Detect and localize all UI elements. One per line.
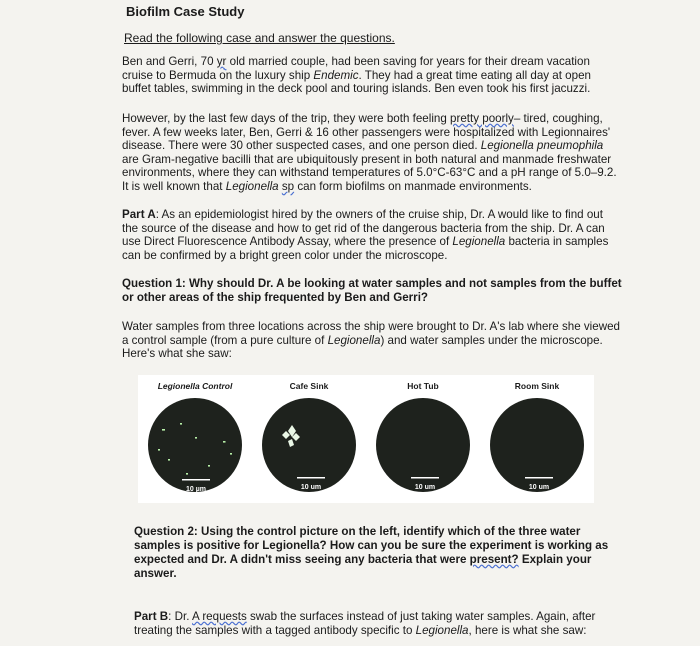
scale-bar [411, 477, 439, 479]
room-sink-dish-image [480, 393, 594, 503]
panel-cafe-sink [252, 375, 366, 503]
spell-flag-a-requests: A requests [192, 610, 247, 623]
scale-bar [297, 477, 325, 479]
dish [148, 398, 242, 492]
panel-label: Hot Tub [407, 381, 439, 391]
instructions: Read the following case and answer the questions. [124, 31, 395, 45]
page-title: Biofilm Case Study [126, 4, 245, 19]
ship-name: Endemic [313, 68, 359, 82]
spell-flag-sp: sp [281, 179, 295, 193]
question-1: Question 1: Why should Dr. A be looking at water samples and not samples from the buffet or other areas of the ship frequented by Ben and Gerri? [122, 277, 622, 304]
case-paragraph-1: Ben and Gerri, 70 yr old married couple, had been saving for years for their dream vacation cruise to Bermuda on the luxury ship Endemic. They had a great time eating all day at open buffet tables, swimming in the deck pool and touring islands. Ben even took his first jacuzzi. [122, 55, 591, 96]
scale-label: 10 um [414, 484, 436, 491]
spell-flag-present: present? [469, 553, 519, 566]
bacterium [186, 473, 188, 475]
spell-flag-yr: yr [216, 55, 227, 68]
panel-legionella-control [138, 375, 252, 503]
bacterium [208, 465, 210, 467]
scale-label: 10 um [528, 484, 550, 491]
part-b-label: Part B [134, 610, 169, 623]
panel-label: Legionella Control [157, 381, 233, 391]
panel-label: Room Sink [514, 381, 560, 391]
question-2: Question 2: Using the control picture on the left, identify which of the three water samples is positive for Legionella? How can you be sure the experiment is working as expected and Dr. A didn't miss seeing any bacteria that were present? Explain your answer. [134, 525, 609, 580]
species-name: Legionella pneumophila [480, 139, 604, 153]
hot-tub-dish-image [366, 393, 480, 503]
part-b-paragraph: Part B: Dr. A requests swab the surfaces instead of just taking water samples. Again, after treating the samples with a tagged antibody specific to Legionella, here is what she saw: [134, 610, 596, 637]
bacterium [180, 423, 182, 425]
scale-label: 10 um [300, 484, 322, 491]
microscopy-figure [138, 375, 594, 503]
bacterium [168, 459, 170, 461]
bacterium [195, 437, 197, 439]
part-a-paragraph: Part A: As an epidemiologist hired by the owners of the cruise ship, Dr. A would like to find out the source of the disease and how to get rid of the dangerous bacteria from the ship. Dr. A can use Direct Fluorescence Antibody Assay, where the presence of Legionella bacteria in samples can be confirmed by a bright green color under the microscope. [122, 208, 609, 262]
bacterium [223, 441, 226, 443]
panel-label: Cafe Sink [289, 381, 329, 391]
panel-hot-tub [366, 375, 480, 503]
control-dish-image [138, 393, 252, 503]
bacterium [162, 429, 165, 431]
case-paragraph-2: However, by the last few days of the trip, they were both feeling pretty poorly– tired, coughing, fever. A few weeks later, Ben, Gerri & 16 other passengers were hospitalized with Legionnaires' disease. There were 30 other suspected cases, and one person died. Legionella pneumophila are Gram-negative bacilli that are ubiquitously present in both natural and manmade freshwater environments, where they can withstand temperatures of 5.0°C-63°C and a pH range of 5.0–9.2. It is well known that Legionella sp can form biofilms on manmade environments. [122, 112, 617, 193]
panel-room-sink [480, 375, 594, 503]
spell-flag-pretty-poorly: pretty poorly [450, 112, 514, 125]
bacterium [158, 449, 160, 451]
part-a-label: Part A [122, 208, 156, 221]
samples-paragraph: Water samples from three locations across the ship were brought to Dr. A's lab where she viewed a control sample (from a pure culture of Legionella) and water samples under the microscope. Here's what she saw: [122, 320, 620, 361]
scale-label: 10 µm [186, 486, 206, 493]
scale-bar [525, 477, 553, 479]
bacterium [230, 453, 232, 455]
cafe-sink-dish-image [252, 393, 366, 503]
scale-bar [182, 479, 210, 481]
